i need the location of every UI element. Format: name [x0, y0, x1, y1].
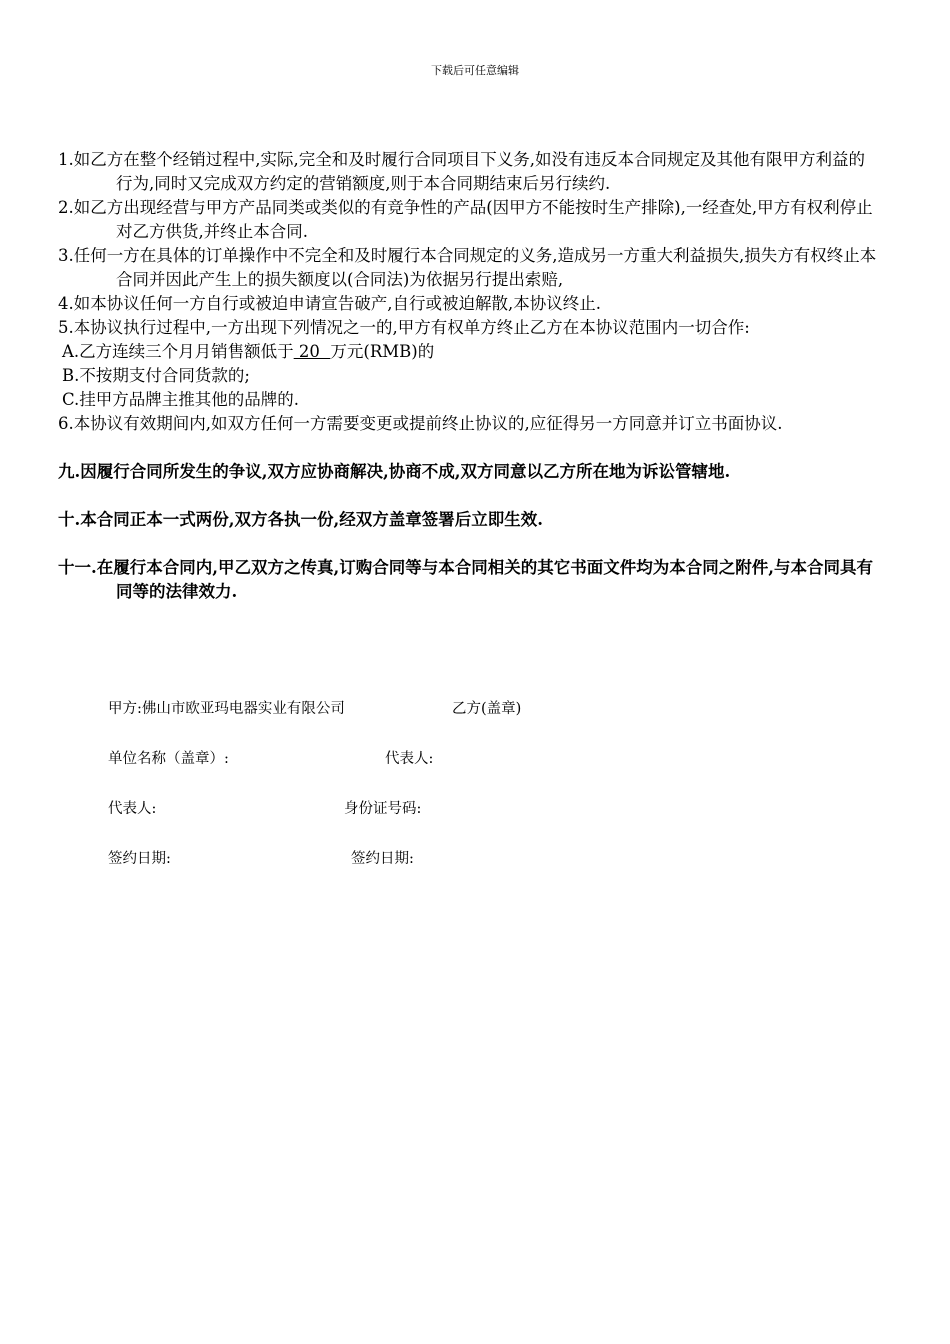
clause-1: 1.如乙方在整个经销过程中,实际,完全和及时履行合同项目下义务,如没有违反本合同规定及其他有限甲方利益的行为,同时又完成双方约定的营销额度,则于本合同期结束后另行续约. [58, 150, 865, 193]
party-b-seal: 乙方(盖章) [452, 701, 522, 717]
clause-6: 6.本协议有效期间内,如双方任何一方需要变更或提前终止协议的,应征得另一方同意并订立书面协议. [58, 414, 783, 433]
clause-5a-suffix: 万元(RMB)的 [330, 342, 435, 361]
clause-5-item-a [58, 340, 880, 364]
article-ten: 十.本合同正本一式两份,双方各执一份,经双方盖章签署后立即生效. [58, 510, 543, 529]
clause-5a-value: 20 [293, 342, 331, 361]
clause-5: 5.本协议执行过程中,一方出现下列情况之一的,甲方有权单方终止乙方在本协议范围内一切合作: [58, 318, 750, 337]
clause-5-item-b: B.不按期支付合同货款的; [62, 366, 250, 385]
unit-name-label: 单位名称（盖章）: [108, 751, 229, 767]
page-header-note: 下载后可任意编辑 [431, 64, 519, 77]
clause-3: 3.任何一方在具体的订单操作中不完全和及时履行本合同规定的义务,造成另一方重大利益损失,损失方有权终止本合同并因此产生上的损失额度以(合同法)为依据另行提出索赔, [58, 246, 877, 289]
party-a-representative-label: 代表人: [108, 801, 157, 817]
article-nine: 九.因履行合同所发生的争议,双方应协商解决,协商不成,双方同意以乙方所在地为诉讼管辖地. [58, 462, 731, 481]
clause-5a-prefix: A.乙方连续三个月月销售额低于 [62, 342, 294, 361]
party-a-name: 甲方:佛山市欧亚玛电器实业有限公司 [108, 701, 345, 717]
id-number-label: 身份证号码: [344, 801, 422, 817]
contract-body [58, 148, 880, 604]
party-b-signing-date-label: 签约日期: [351, 851, 414, 867]
party-b-representative-label: 代表人: [385, 751, 434, 767]
clause-4: 4.如本协议任何一方自行或被迫申请宣告破产,自行或被迫解散,本协议终止. [58, 294, 601, 313]
clause-5-item-c: C.挂甲方品牌主推其他的品牌的. [62, 390, 300, 409]
party-a-signing-date-label: 签约日期: [108, 851, 171, 867]
article-eleven: 十一.在履行本合同内,甲乙双方之传真,订购合同等与本合同相关的其它书面文件均为本合同之附件,与本合同具有同等的法律效力. [58, 558, 873, 601]
clause-2: 2.如乙方出现经营与甲方产品同类或类似的有竞争性的产品(因甲方不能按时生产排除),一经查处,甲方有权利停止对乙方供货,并终止本合同. [58, 198, 873, 241]
